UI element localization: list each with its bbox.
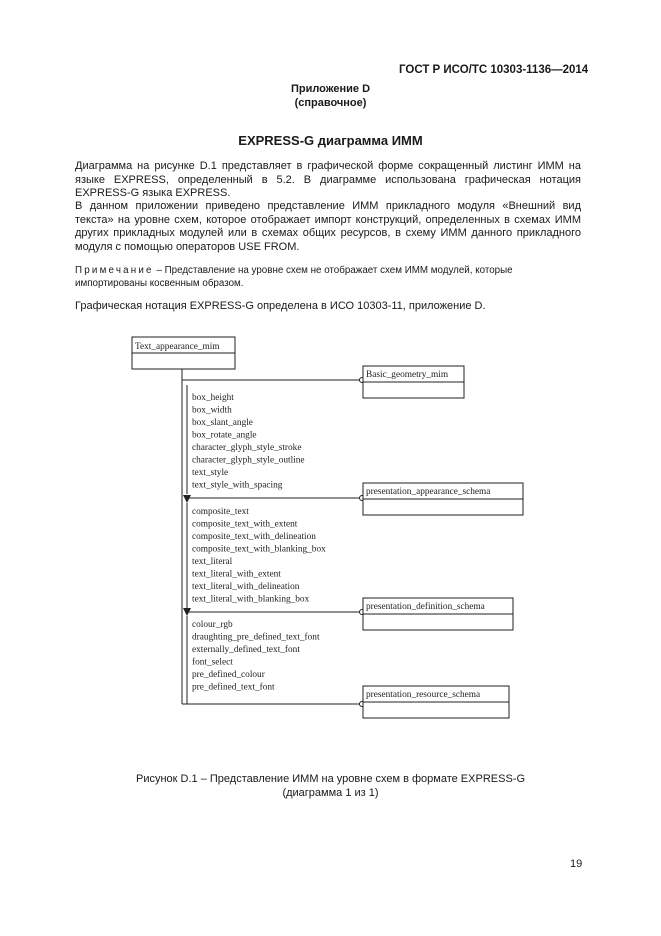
imported-item: pre_defined_text_font bbox=[192, 682, 275, 693]
schema-name-basic-geometry: Basic_geometry_mim bbox=[366, 370, 449, 380]
imported-item: composite_text_with_delineation bbox=[192, 532, 316, 542]
items-resource bbox=[192, 620, 320, 693]
paragraph-text: Диаграмма на рисунке D.1 представляет в графической форме сокращенный листинг ИММ на языке EXPRESS, определенный в 5.2. В диаграмме использована графическая нотация EXPRESS-G языка EXPRESS. bbox=[75, 160, 581, 200]
schema-name-resource: presentation_resource_schema bbox=[366, 690, 481, 700]
imported-item: composite_text bbox=[192, 507, 249, 517]
imported-item: text_literal_with_delineation bbox=[192, 582, 300, 592]
imported-item: font_select bbox=[192, 657, 233, 668]
schema-name-definition: presentation_definition_schema bbox=[366, 602, 485, 612]
page-number: 19 bbox=[570, 858, 583, 870]
arrow-head-icon bbox=[183, 495, 191, 503]
imported-item: box_rotate_angle bbox=[192, 430, 257, 441]
annex-title: Приложение D bbox=[290, 83, 371, 95]
items-appearance bbox=[192, 393, 305, 491]
caption-line-1: Рисунок D.1 – Представление ИММ на уровне схем в формате EXPRESS-G bbox=[135, 773, 525, 785]
imported-item: text_literal bbox=[192, 557, 233, 567]
notation-paragraph: Графическая нотация EXPRESS-G определена в ИСО 10303-11, приложение D. bbox=[75, 300, 486, 312]
imported-item: pre_defined_colour bbox=[192, 670, 265, 680]
schema-name-appearance: presentation_appearance_schema bbox=[366, 487, 491, 497]
caption-line-2: (диаграмма 1 из 1) bbox=[282, 787, 379, 799]
imported-item: draughting_pre_defined_text_font bbox=[192, 632, 320, 643]
imported-item: box_width bbox=[192, 405, 232, 416]
imported-item: box_height bbox=[192, 393, 234, 403]
note-text: – Представление на уровне схем не отображает схем ИММ модулей, которые импортированы косвенным образом. bbox=[75, 265, 513, 289]
note-label: Примечание bbox=[75, 265, 154, 276]
schema-name-source: Text_appearance_mim bbox=[135, 342, 220, 352]
section-title: EXPRESS-G диаграмма ИММ bbox=[238, 133, 423, 148]
imported-item: composite_text_with_blanking_box bbox=[192, 544, 326, 555]
standard-designation: ГОСТ Р ИСО/ТС 10303-1136—2014 bbox=[399, 64, 589, 76]
paragraph-text: В данном приложении приведено представление ИММ прикладного модуля «Внешний вид текста» на уровне схем, которое отображает импорт конструкций, определенных в схемах ИММ других прикладных модулей или в схемах общих ресурсов, в схему ИММ данного прикладного модуля с помощью операторов USE FROM. bbox=[75, 200, 581, 253]
imported-item: text_style bbox=[192, 468, 229, 478]
figure-caption bbox=[0, 772, 661, 800]
annex-subtitle: (справочное) bbox=[294, 97, 367, 109]
imported-item: text_style_with_spacing bbox=[192, 480, 283, 491]
imported-item: colour_rgb bbox=[192, 620, 233, 630]
imported-item: composite_text_with_extent bbox=[192, 519, 298, 530]
imported-item: text_literal_with_extent bbox=[192, 569, 281, 580]
imported-item: box_slant_angle bbox=[192, 418, 253, 428]
imported-item: character_glyph_style_stroke bbox=[192, 443, 302, 453]
imported-item: externally_defined_text_font bbox=[192, 645, 300, 655]
items-definition bbox=[192, 507, 326, 605]
imported-item: text_literal_with_blanking_box bbox=[192, 594, 310, 605]
imported-item: character_glyph_style_outline bbox=[192, 455, 305, 466]
